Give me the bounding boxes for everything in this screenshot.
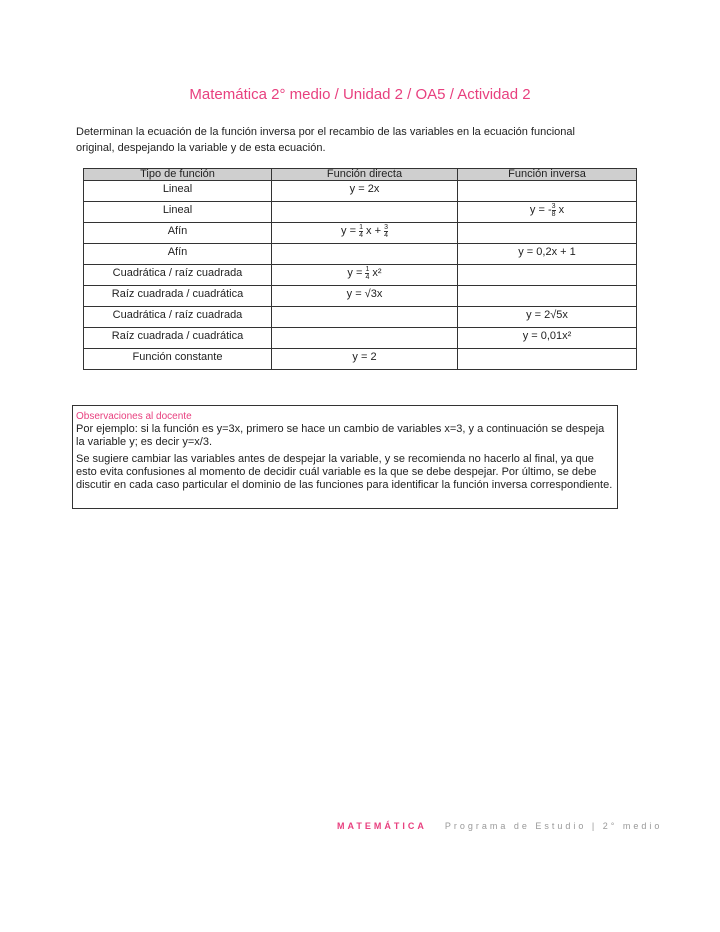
- cell-inverse: [458, 349, 637, 370]
- footer: [337, 821, 662, 831]
- header-inverse: Función inversa: [458, 169, 637, 181]
- footer-brand: MATEMÁTICA: [337, 821, 427, 831]
- numerator: 3: [384, 223, 388, 231]
- observations-paragraph: Por ejemplo: si la función es y=3x, primero se hace un cambio de variables x=3, y a continuación se despeja la variable y; es decir y=x/3.: [76, 423, 605, 448]
- cell-direct: y = 2: [272, 349, 458, 370]
- observations-paragraph: Se sugiere cambiar las variables antes de despejar la variable, y se recomienda no hacerlo al final, ya que esto evita confusiones al momento de decidir cuál variable es la que se debe despejar. Por último, se debe discutir en cada caso particular el dominio de las funciones para identificar la función inversa correspondiente.: [76, 453, 613, 491]
- numerator: 1: [359, 223, 363, 231]
- cell-inverse: [458, 286, 637, 307]
- table-row: [84, 202, 637, 223]
- cell-inverse: [458, 265, 637, 286]
- cell-inverse: y = 0,01x²: [458, 328, 637, 349]
- header-type: Tipo de función: [84, 169, 272, 181]
- table-row: [84, 349, 637, 370]
- fraction: [359, 224, 363, 239]
- denominator: 4: [365, 273, 370, 281]
- teacher-observations-box: [72, 405, 618, 509]
- cell-type: Raíz cuadrada / cuadrática: [84, 328, 272, 349]
- denominator: 8: [551, 210, 556, 218]
- cell-direct: y = √3x: [272, 286, 458, 307]
- footer-text: Programa de Estudio | 2° medio: [444, 821, 663, 831]
- eq-text: x²: [372, 267, 382, 279]
- cell-type: Lineal: [84, 202, 272, 223]
- table-row: [84, 307, 637, 328]
- functions-table: [83, 168, 637, 370]
- fraction: [384, 224, 388, 239]
- cell-direct: y = 2x: [272, 181, 458, 202]
- eq-text: y =: [347, 267, 366, 279]
- cell-direct: [272, 328, 458, 349]
- cell-direct: [272, 244, 458, 265]
- numerator: 1: [365, 265, 370, 273]
- table-row: [84, 181, 637, 202]
- page-title: Matemática 2° medio / Unidad 2 / OA5 / Actividad 2: [189, 86, 531, 103]
- cell-inverse: [458, 223, 637, 244]
- header-direct: Función directa: [272, 169, 458, 181]
- cell-inverse: y = 0,2x + 1: [458, 244, 637, 265]
- fraction: [552, 203, 556, 218]
- cell-type: Lineal: [84, 181, 272, 202]
- cell-direct: [272, 307, 458, 328]
- cell-type: Afín: [84, 223, 272, 244]
- eq-text: y = -: [529, 204, 552, 216]
- denominator: 4: [384, 231, 388, 239]
- cell-inverse: [458, 202, 637, 223]
- table-header: [84, 169, 637, 181]
- intro-text: Determinan la ecuación de la función inversa por el recambio de las variables en la ecuación funcional original, despejando la variable y de esta ecuación.: [76, 126, 575, 154]
- cell-direct: [272, 202, 458, 223]
- eq-text: y =: [341, 225, 360, 237]
- eq-text: x: [558, 204, 565, 216]
- cell-direct: [272, 223, 458, 244]
- table-row: [84, 286, 637, 307]
- cell-type: Raíz cuadrada / cuadrática: [84, 286, 272, 307]
- cell-type: Cuadrática / raíz cuadrada: [84, 307, 272, 328]
- cell-direct: [272, 265, 458, 286]
- fraction: [365, 266, 369, 281]
- table-row: [84, 244, 637, 265]
- denominator: 4: [359, 231, 363, 239]
- cell-inverse: [458, 181, 637, 202]
- cell-type: Cuadrática / raíz cuadrada: [84, 265, 272, 286]
- cell-inverse: y = 2√5x: [458, 307, 637, 328]
- cell-type: Afín: [84, 244, 272, 265]
- numerator: 3: [551, 202, 556, 210]
- table-row: [84, 328, 637, 349]
- eq-text: x +: [366, 225, 385, 237]
- cell-type: Función constante: [84, 349, 272, 370]
- table-row: [84, 265, 637, 286]
- observations-heading: Observaciones al docente: [76, 411, 192, 422]
- table-row: [84, 223, 637, 244]
